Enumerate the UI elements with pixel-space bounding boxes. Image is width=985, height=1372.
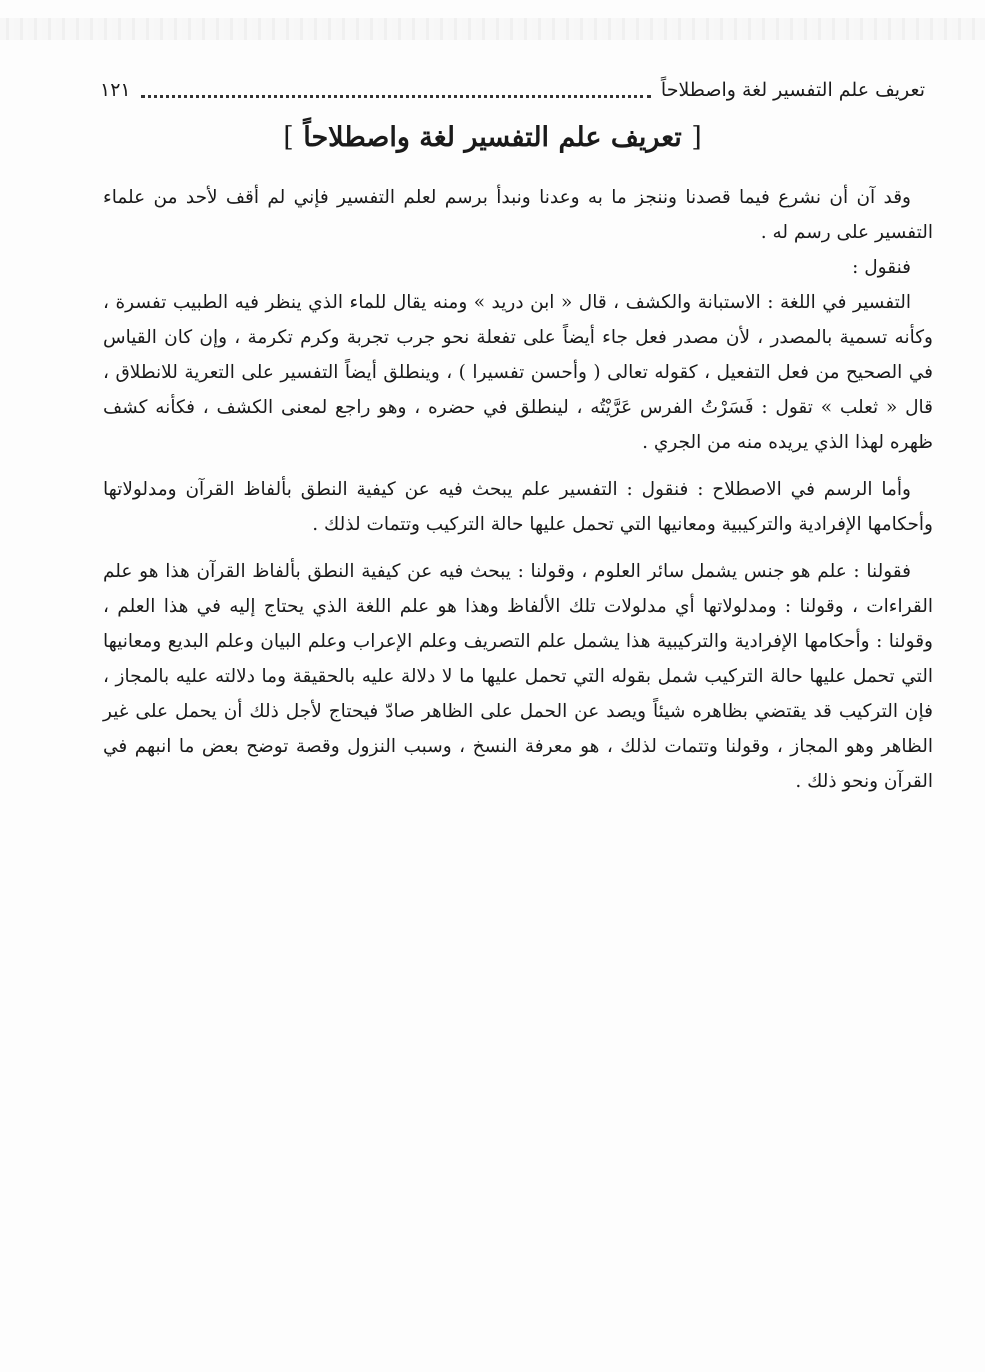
heading-text: تعريف علم التفسير لغة واصطلاحاً	[303, 122, 682, 153]
heading-open-bracket: [	[691, 122, 702, 153]
running-header	[100, 72, 925, 108]
running-title: تعريف علم التفسير لغة واصطلاحاً	[660, 79, 925, 101]
body-text	[103, 180, 933, 799]
page-number: ١٢١	[100, 79, 131, 101]
heading-close-bracket: ]	[283, 122, 294, 153]
scan-edge-artifact	[0, 18, 985, 40]
paragraph-fanaqul: فنقول :	[852, 257, 911, 278]
chapter-heading	[0, 122, 985, 153]
paragraph-explanation: فقولنا : علم هو جنس يشمل سائر العلوم ، وقولنا : يبحث فيه عن كيفية النطق بألفاظ القرآن هذا هو علم القراءات ، وقولنا : ومدلولاتها أي مدلولات تلك الألفاظ وهذا هو علم اللغة الذي يحتاج إليه في هذا العلم ، وقولنا : وأحكامها الإفرادية والتركيبية هذا يشمل علم التصريف وعلم الإعراب وعلم البيان وعلم البديع ومعانيها التي تحمل عليها حالة التركيب شمل بقوله التي تحمل عليها ما لا دلالة عليه بالحقيقة وما دلالته عليه بالمجاز ، فإن التركيب قد يقتضي بظاهره شيئاً ويصد عن الحمل على الظاهر صادّ فيحتاج لأجل ذلك أن يحمل على غير الظاهر وهو المجاز ، وقولنا وتتمات لذلك ، هو معرفة النسخ ، وسبب النزول وقصة توضح بعض ما انبهم في القرآن ونحو ذلك .	[103, 561, 933, 792]
paragraph-technical-definition: وأما الرسم في الاصطلاح : فنقول : التفسير علم يبحث فيه عن كيفية النطق بألفاظ القرآن ومدلولاتها وأحكامها الإفرادية والتركيبية ومعانيها التي تحمل عليها حالة التركيب وتتمات لذلك .	[103, 479, 933, 535]
paragraph-linguistic-definition: التفسير في اللغة : الاستبانة والكشف ، قال « ابن دريد » ومنه يقال للماء الذي ينظر فيه الطبيب تفسرة ، وكأنه تسمية بالمصدر ، لأن مصدر فعل جاء أيضاً على تفعلة نحو جرب تجربة وكرم تكرمة ، وإن كان القياس في الصحيح من فعل التفعيل ، كقوله تعالى ( وأحسن تفسيرا ) ، وينطلق أيضاً التفسير على التعرية للانطلاق ، قال « ثعلب » تقول : فَسَرْتُ الفرس عَرَّيْتُه ، لينطلق في حضره ، وهو راجع لمعنى الكشف ، فكأنه كشف ظهره لهذا الذي يريده منه من الجري .	[103, 292, 934, 453]
dotted-leader	[141, 95, 651, 98]
paragraph-intro: وقد آن أن نشرع فيما قصدنا وننجز ما به وعدنا ونبدأ برسم لعلم التفسير فإني لم أقف لأحد من علماء التفسير على رسم له .	[103, 187, 933, 243]
